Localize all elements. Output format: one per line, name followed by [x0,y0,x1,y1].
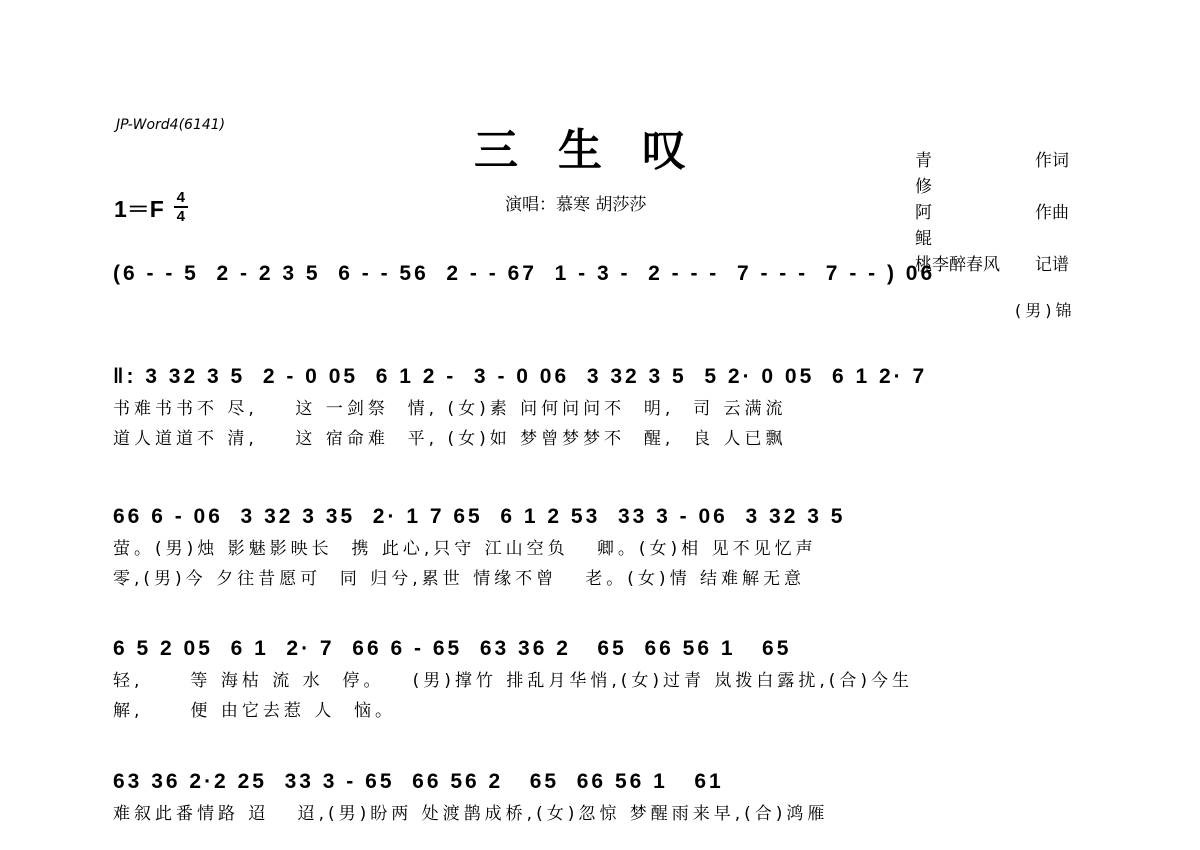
lyric-pickup: (男)锦 [1015,301,1076,320]
staff-line [113,500,1090,594]
time-signature [174,190,188,224]
credit-lyricist [915,148,1115,200]
note-row: 6 5 2 05 6 1 2· 7 66 6 - 65 63 36 2 65 66 56 1 65 [113,637,792,660]
credit-name: 青修 [915,151,988,197]
credit-name: 阿鲲 [915,203,988,249]
lyric-verse-1: 萤。(男)烛 影魅影映长 携 此心,只守 江山空负 卿。(女)相 见不见忆声 [113,539,817,559]
time-bottom: 4 [176,208,186,225]
singer-line: 演唱：慕寒 胡莎莎 [505,195,647,215]
staff-line [113,632,1090,726]
lyric-verse-2: 零,(男)今 夕往昔愿可 同 归兮,累世 情缘不曾 老。(女)情 结难解无意 [113,569,805,589]
credit-name: 桃李醉春风 [915,255,1000,275]
lyric-verse-1: 轻, 等 海枯 流 水 停。 (男)撑竹 排乱月华悄,(女)过青 岚拨白露扰,(合)今生 [113,671,914,691]
credit-role: 作词 [1035,151,1069,171]
time-top: 4 [176,189,186,206]
staff-line [113,257,1090,291]
lyric-verse-1: 书难书书不 尽, 这 一剑祭 情, (女)素 问何问问不 明, 司 云满流 [113,399,787,419]
note-row: 63 36 2·2 25 33 3 - 65 66 56 2 65 66 56 1 61 [113,770,724,793]
note-row: ‖: 3 32 3 5 2 - 0 05 6 1 2 - 3 - 0 06 3 32 3 5 5 2· 0 05 6 1 2· 7 [113,365,928,388]
lyric-verse-2: 道人道道不 清, 这 宿命难 平, (女)如 梦曾梦梦不 醒, 良 人已飘 [113,429,787,449]
credit-composer [915,200,1115,252]
credit-role: 作曲 [1035,203,1069,223]
note-row: 66 6 - 06 3 32 3 35 2· 1 7 65 6 1 2 53 33 3 - 06 3 32 3 5 [113,505,846,528]
credit-role: 记谱 [1035,255,1069,275]
key-signature [114,190,188,224]
note-row: (6 - - 5 2 - 2 3 5 6 - - 56 2 - - 67 1 - 3 - 2 - - - 7 - - - 7 - - ) 06 [113,262,936,285]
software-tag: JP-Word4(6141) [116,117,226,133]
key-label: 1＝F [114,195,164,222]
lyric-verse-2: 解, 便 由它去惹 人 恼。 [113,701,397,721]
song-title: 三生叹 [474,125,726,176]
staff-line [113,360,1090,454]
staff-line [113,765,1090,829]
lyric-verse-1: 难叙此番情路 迢 迢,(男)盼两 处渡鹊成桥,(女)忽惊 梦醒雨来早,(合)鸿雁 [113,804,829,824]
